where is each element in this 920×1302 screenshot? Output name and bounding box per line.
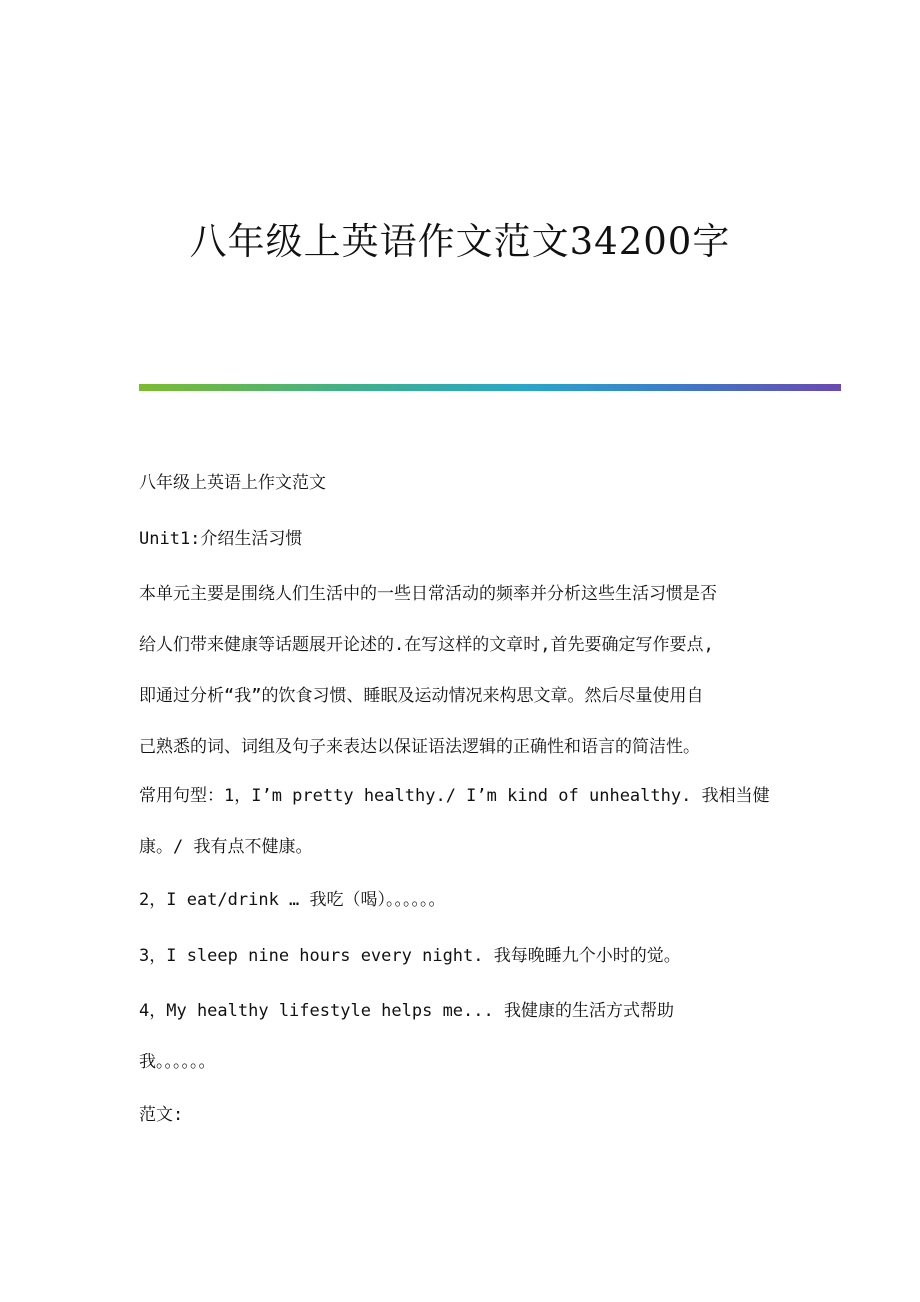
intro-paragraph — [139, 569, 779, 773]
title-divider — [139, 384, 841, 391]
intro-line: 即通过分析“我”的饮食习惯、睡眠及运动情况来构思文章。然后尽量使用自 — [139, 686, 704, 706]
sentence-4-paragraph — [139, 986, 779, 1088]
sentence-2: 2，I eat/drink … 我吃（喝）。。。。。。 — [139, 890, 446, 910]
intro-line: 己熟悉的词、词组及句子来表达以保证语法逻辑的正确性和语言的简洁性。 — [139, 737, 700, 757]
common-patterns-paragraph — [139, 771, 779, 873]
sentence-4-line: 4，My healthy lifestyle helps me... 我健康的生活方式帮助 — [139, 1001, 674, 1021]
document-title: 八年级上英语作文范文34200字 — [189, 220, 731, 263]
pattern-line: 康。/ 我有点不健康。 — [139, 837, 313, 857]
intro-line: 给人们带来健康等话题展开论述的.在写这样的文章时,首先要确定写作要点, — [139, 635, 714, 655]
intro-line: 本单元主要是围绕人们生活中的一些日常活动的频率并分析这些生活习惯是否 — [139, 584, 717, 604]
sentence-3: 3，I sleep nine hours every night. 我每晚睡九个小时的觉。 — [139, 946, 681, 966]
sample-essay-label: 范文: — [139, 1105, 184, 1125]
unit-title: Unit1:介绍生活习惯 — [139, 529, 303, 549]
section-heading: 八年级上英语上作文范文 — [139, 473, 326, 493]
sentence-4-line: 我。。。。。。 — [139, 1052, 216, 1072]
pattern-line: 常用句型：1，I’m pretty healthy./ I’m kind of unhealthy. 我相当健 — [139, 786, 770, 806]
